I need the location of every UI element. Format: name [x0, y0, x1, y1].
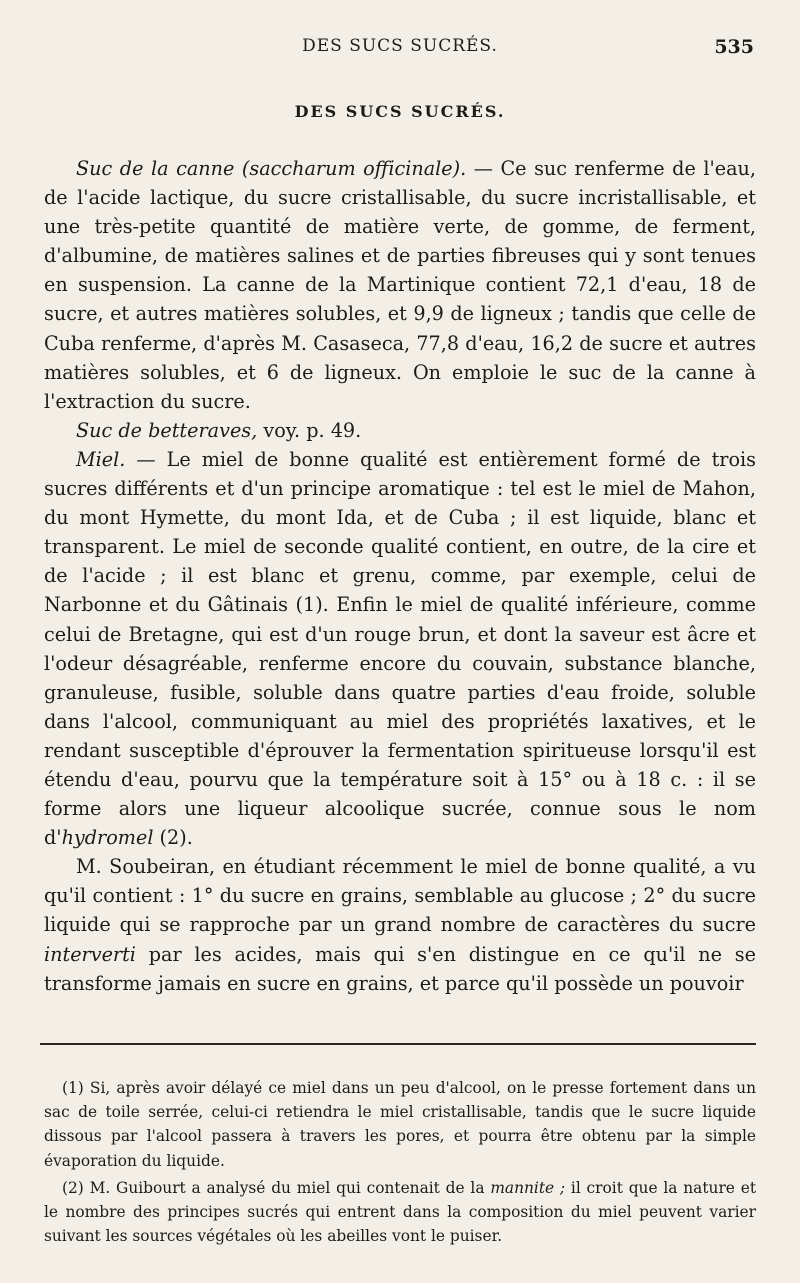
footnotes: [44, 1076, 756, 1251]
paragraph-lead: Miel.: [76, 447, 126, 471]
paragraph-suc-betteraves: [44, 416, 756, 445]
footnote-1: (1) Si, après avoir délayé ce miel dans un peu d'alcool, on le presse fortement dans un sac de toile serrée, celui-ci retiendra le miel cristallisable, tandis que le sucre liquide dissous par l'alcool passera à travers les pores, et pourra être obtenu par la simple évaporation du liquide.: [44, 1079, 756, 1170]
paragraph-suc-canne: [44, 154, 756, 416]
paragraph-text: (2).: [153, 826, 193, 850]
footnote-text: (2) M. Guibourt a analysé du miel qui contenait de la: [62, 1178, 491, 1197]
paragraph-text: par les acides, mais qui s'en distingue en ce qu'il ne se transforme jamais en sucre en grains, et parce qu'il possède un pouvoir: [44, 942, 756, 995]
section-title: DES SUCS SUCRÉS.: [294, 102, 506, 121]
paragraph-text: M. Soubeiran, en étudiant récemment le miel de bonne qualité, a vu qu'il contient : 1° du sucre en grains, semblable au glucose ; 2° du sucre liquide qui se rapproche par un grand nombre de caractères du sucre: [44, 855, 756, 937]
paragraph-text: — Ce suc renferme de l'eau, de l'acide lactique, du sucre cristallisable, du sucre incristallisable, et une très-petite quantité de matière verte, de gomme, de ferment, d'albumine, de matières salines et de parties fibreuses qui y sont tenues en suspension. La canne de la Martinique contient 72,1 d'eau, 18 de sucre, et autres matières solubles, et 9,9 de ligneux ; tandis que celle de Cuba renferme, d'après M. Casaseca, 77,8 d'eau, 16,2 de sucre et autres matières solubles, et 6 de ligneux. On emploie le suc de la canne à l'extraction du sucre.: [44, 157, 756, 413]
footnote-text: il croit que la nature et le nombre des principes sucrés qui entrent dans la composition du miel peuvent varier suivant les sources végétales où les abeilles vont le puiser.: [44, 1178, 757, 1246]
paragraph-lead: Suc de la canne (saccharum officinale).: [76, 157, 467, 180]
page-number: 535: [714, 36, 754, 58]
paragraph-lead: Suc de betteraves,: [76, 418, 258, 442]
running-title: DES SUCS SUCRÉS.: [302, 36, 498, 56]
footnote-italic-term: mannite ;: [490, 1178, 566, 1197]
paragraph-text: — Le miel de bonne qualité est entièrement formé de trois sucres différents et d'un principe aromatique : tel est le miel de Mahon, du mont Hymette, du mont Ida, et de Cuba ; il est liquide, blanc et transparent. Le miel de seconde qualité contient, en outre, de la cire et de l'acide ; il est blanc et grenu, comme, par exemple, celui de Narbonne et du Gâtinais (1). Enfin le miel de qualité inférieure, comme celui de Bretagne, qui est d'un rouge brun, et dont la saveur est âcre et l'odeur désagréable, renferme encore du couvain, substance blanche, granuleuse, fusible, soluble dans quatre parties d'eau froide, soluble dans l'alcool, communiquant au miel des propriétés laxatives, et le rendant susceptible d'éprouver la fermentation spiritueuse lorsqu'il est étendu d'eau, pourvu que la température soit à 15° ou à 18 c. : il se forme alors une liqueur alcoolique sucrée, connue sous le nom d': [44, 447, 756, 850]
footnote-2: [44, 1176, 756, 1249]
paragraph-italic-term: hydromel: [61, 826, 154, 850]
paragraph-miel: [44, 445, 756, 852]
paragraph-italic-term: interverti: [44, 942, 136, 966]
body-text: [44, 154, 756, 998]
footnote-divider: [40, 1043, 756, 1045]
running-header: [0, 36, 800, 62]
paragraph-text: voy. p. 49.: [257, 418, 362, 442]
paragraph-soubeiran: [44, 852, 756, 997]
